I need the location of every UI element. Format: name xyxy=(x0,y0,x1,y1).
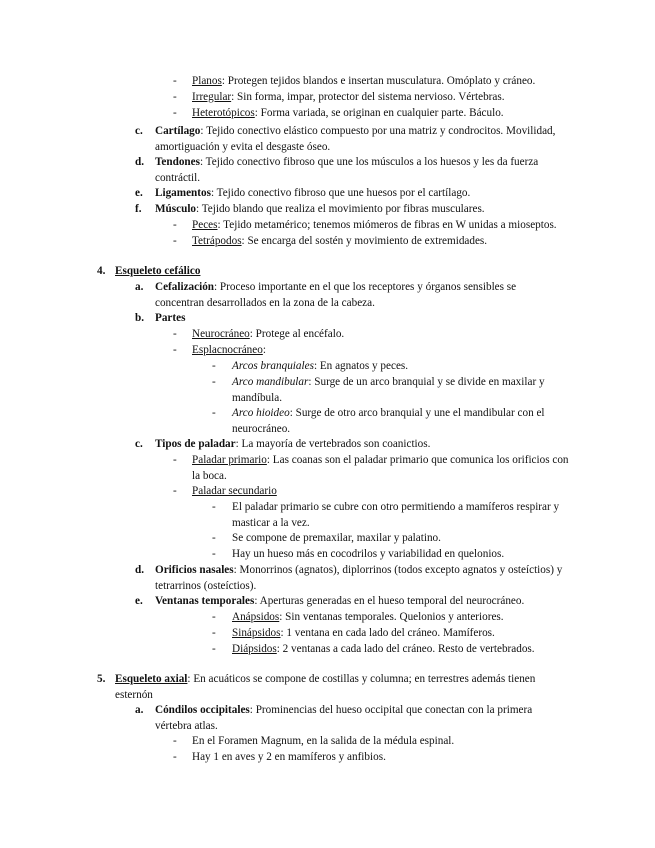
list-item-paladar-secundario: Paladar secundario xyxy=(192,485,277,497)
item-orificios-nasales: Orificios nasales: Monorrinos (agnatos), diplorrinos (todos excepto agnatos y osteíctios) y tetrarrinos (osteíctios). xyxy=(155,564,563,592)
list-marker: a. xyxy=(135,281,144,293)
bullet-dash: - xyxy=(212,548,216,560)
item-cefalizacion: Cefalización: Proceso importante en el que los receptores y órganos sensibles se concentran desarrollados en la zona de la cabeza. xyxy=(155,281,517,309)
item-condilos-occipitales: Cóndilos occipitales: Prominencias del hueso occipital que conectan con la primera vértebra atlas. xyxy=(155,704,533,732)
item-ligamentos: Ligamentos: Tejido conectivo fibroso que une huesos por el cartílago. xyxy=(155,187,471,199)
bullet-dash: - xyxy=(212,532,216,544)
bullet-dash: - xyxy=(212,376,216,388)
list-marker: d. xyxy=(135,564,145,576)
list-item-sinapsidos: Sinápsidos: 1 ventana en cada lado del cráneo. Mamíferos. xyxy=(232,627,495,639)
list-item-anapsidos: Anápsidos: Sin ventanas temporales. Quelonios y anteriores. xyxy=(232,611,504,623)
list-marker: d. xyxy=(135,156,145,168)
bullet-dash: - xyxy=(173,235,177,247)
item-tipos-paladar: Tipos de paladar: La mayoría de vertebrados son coanictios. xyxy=(155,438,431,450)
list-item-arco-hioideo: Arco hioideo: Surge de otro arco branquial y une el mandibular con el neurocráneo. xyxy=(232,407,545,435)
section-number: 4. xyxy=(97,265,106,277)
bullet-dash: - xyxy=(212,611,216,623)
list-item-arcos-branquiales: Arcos branquiales: En agnatos y peces. xyxy=(232,360,409,372)
list-marker: f. xyxy=(135,203,142,215)
bullet-dash: - xyxy=(173,485,177,497)
list-marker: c. xyxy=(135,438,143,450)
bullet-dash: - xyxy=(173,328,177,340)
item-cartilago: Cartílago: Tejido conectivo elástico compuesto por una matriz y condrocitos. Movilidad, amortiguación y evita el desgaste óseo. xyxy=(155,125,556,153)
bullet-dash: - xyxy=(173,219,177,231)
list-marker: c. xyxy=(135,125,143,137)
list-item-esplacnocraneo: Esplacnocráneo: xyxy=(192,344,266,356)
item-partes: Partes xyxy=(155,312,186,324)
list-item-condilos-1: En el Foramen Magnum, en la salida de la médula espinal. xyxy=(192,735,455,747)
bullet-dash: - xyxy=(212,407,216,419)
list-item-neurocraneo: Neurocráneo: Protege al encéfalo. xyxy=(192,328,345,340)
bullet-dash: - xyxy=(173,735,177,747)
item-ventanas-temporales: Ventanas temporales: Aperturas generadas en el hueso temporal del neurocráneo. xyxy=(155,595,525,607)
list-item-paladar-primario: Paladar primario: Las coanas son el paladar primario que comunica los orificios con la boca. xyxy=(192,454,569,482)
bullet-dash: - xyxy=(173,91,177,103)
bullet-dash: - xyxy=(173,751,177,763)
bullet-dash: - xyxy=(212,627,216,639)
bullet-dash: - xyxy=(173,454,177,466)
bullet-dash: - xyxy=(173,75,177,87)
list-item-planos: Planos: Protegen tejidos blandos e insertan musculatura. Omóplato y cráneo. xyxy=(192,75,536,87)
list-item-tetrapodos: Tetrápodos: Se encarga del sostén y movimiento de extremidades. xyxy=(192,235,488,247)
list-item-arco-mandibular: Arco mandibular: Surge de un arco branquial y se divide en maxilar y mandíbula. xyxy=(232,376,545,404)
list-item-secundario-3: Hay un hueso más en cocodrilos y variabilidad en quelonios. xyxy=(232,548,505,560)
list-item-secundario-1: El paladar primario se cubre con otro permitiendo a mamíferos respirar y masticar a la vez. xyxy=(232,501,560,529)
list-item-condilos-2: Hay 1 en aves y 2 en mamíferos y anfibios. xyxy=(192,751,386,763)
list-item-irregular: Irregular: Sin forma, impar, protector del sistema nervioso. Vértebras. xyxy=(192,91,505,103)
bullet-dash: - xyxy=(212,643,216,655)
section-title-cefalico: Esqueleto cefálico xyxy=(115,265,201,277)
list-marker: e. xyxy=(135,595,143,607)
bullet-dash: - xyxy=(212,501,216,513)
section-number: 5. xyxy=(97,673,106,685)
bullet-dash: - xyxy=(212,360,216,372)
list-marker: e. xyxy=(135,187,143,199)
list-item-diapsidos: Diápsidos: 2 ventanas a cada lado del cráneo. Resto de vertebrados. xyxy=(232,643,535,655)
item-tendones: Tendones: Tejido conectivo fibroso que une los músculos a los huesos y les da fuerza contráctil. xyxy=(155,156,539,184)
list-item-secundario-2: Se compone de premaxilar, maxilar y palatino. xyxy=(232,532,441,544)
list-item-heterotopicos: Heterotópicos: Forma variada, se originan en cualquier parte. Báculo. xyxy=(192,107,504,119)
list-marker: b. xyxy=(135,312,145,324)
section-axial: Esqueleto axial: En acuáticos se compone de costillas y columna; en terrestres además tienen esternón xyxy=(115,673,536,701)
list-marker: a. xyxy=(135,704,144,716)
item-musculo: Músculo: Tejido blando que realiza el movimiento por fibras musculares. xyxy=(155,203,485,215)
bullet-dash: - xyxy=(173,344,177,356)
list-item-peces: Peces: Tejido metamérico; tenemos miómeros de fibras en W unidas a mioseptos. xyxy=(192,219,557,231)
bullet-dash: - xyxy=(173,107,177,119)
